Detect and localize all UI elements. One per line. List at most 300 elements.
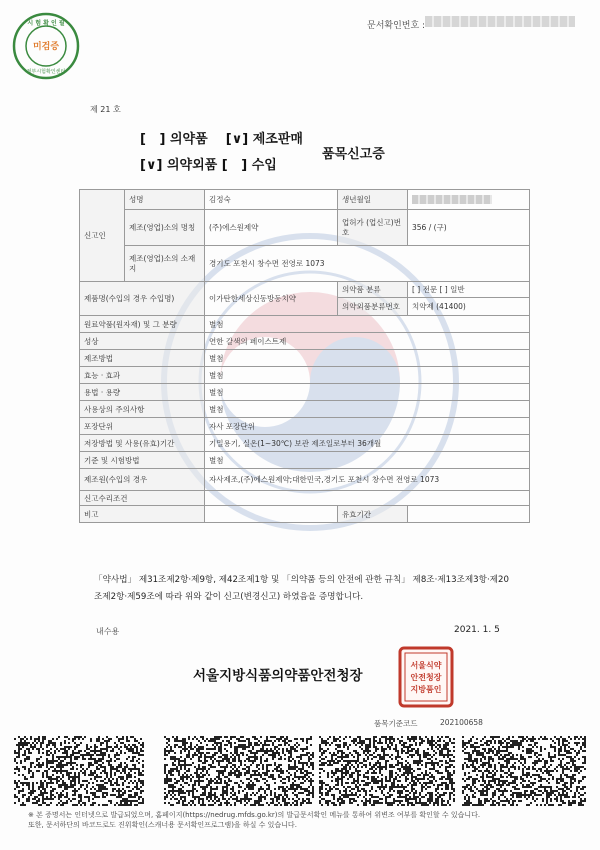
barcode-module <box>325 794 327 796</box>
barcode-module <box>136 784 138 786</box>
barcode-module <box>349 766 351 768</box>
barcode-module <box>242 754 244 756</box>
barcode-module <box>164 782 166 784</box>
barcode-module <box>52 794 54 796</box>
barcode-module <box>552 790 554 792</box>
barcode-module <box>184 782 186 784</box>
barcode-module <box>252 792 254 794</box>
barcode-module <box>480 760 482 762</box>
barcode-module <box>409 766 411 768</box>
barcode-module <box>272 758 274 760</box>
method-value: 별첨 <box>205 350 530 367</box>
barcode-module <box>447 800 449 802</box>
method-label: 제조방법 <box>80 350 205 367</box>
barcode-module <box>421 796 423 798</box>
barcode-module <box>260 758 262 760</box>
barcode-module <box>433 768 435 770</box>
barcode-module <box>500 742 502 744</box>
barcode-module <box>110 772 112 774</box>
barcode-module <box>488 758 490 760</box>
barcode-module <box>540 746 542 748</box>
barcode-module <box>200 760 202 762</box>
barcode-module <box>226 754 228 756</box>
barcode-module <box>488 748 490 750</box>
barcode-module <box>367 776 369 778</box>
barcode-module <box>375 736 377 738</box>
barcode-module <box>490 798 492 800</box>
barcode-module <box>194 798 196 800</box>
barcode-module <box>526 750 528 752</box>
barcode-module <box>184 800 186 802</box>
barcode-module <box>435 798 437 800</box>
barcode-module <box>482 766 484 768</box>
barcode-module <box>554 742 556 744</box>
barcode-module <box>536 798 538 800</box>
barcode-module <box>164 788 166 790</box>
barcode-module <box>220 780 222 782</box>
barcode-module <box>96 774 98 776</box>
barcode-module <box>94 802 96 804</box>
barcode-module <box>337 762 339 764</box>
barcode-module <box>397 784 399 786</box>
barcode-module <box>478 790 480 792</box>
barcode-module <box>512 766 514 768</box>
barcode-module <box>411 748 413 750</box>
barcode-module <box>48 768 50 770</box>
barcode-module <box>100 786 102 788</box>
barcode-module <box>94 776 96 778</box>
product-value: 이가탄한세상신동방동치약 <box>205 282 338 316</box>
barcode-module <box>262 778 264 780</box>
product-code-label: 품목기준코드 <box>374 719 418 728</box>
barcode-module <box>16 744 18 746</box>
barcode-module <box>427 774 429 776</box>
barcode-module <box>385 748 387 750</box>
barcode-module <box>294 794 296 796</box>
barcode-module <box>560 762 562 764</box>
barcode-module <box>323 782 325 784</box>
barcode-module <box>282 782 284 784</box>
barcode-module <box>508 758 510 760</box>
barcode-module <box>300 748 302 750</box>
barcode-module <box>172 796 174 798</box>
barcode-module <box>532 766 534 768</box>
barcode-module <box>580 788 582 790</box>
barcode-module <box>341 794 343 796</box>
barcode-module <box>319 776 321 778</box>
barcode-module <box>343 766 345 768</box>
barcode-module <box>445 768 447 770</box>
barcode-module <box>568 752 570 754</box>
barcode-module <box>84 796 86 798</box>
barcode-module <box>347 754 349 756</box>
barcode-module <box>190 758 192 760</box>
barcode-module <box>198 782 200 784</box>
barcode-module <box>18 750 20 752</box>
barcode-module <box>397 760 399 762</box>
barcode-module <box>564 774 566 776</box>
barcode-module <box>554 750 556 752</box>
barcode-module <box>550 798 552 800</box>
barcode-module <box>120 796 122 798</box>
barcode-module <box>204 756 206 758</box>
barcode-module <box>437 800 439 802</box>
barcode-module <box>280 780 282 782</box>
barcode-module <box>574 778 576 780</box>
barcode-module <box>102 780 104 782</box>
barcode-module <box>466 752 468 754</box>
barcode-module <box>184 750 186 752</box>
barcode-module <box>16 796 18 798</box>
barcode-module <box>453 788 455 790</box>
barcode-module <box>96 754 98 756</box>
barcode-module <box>98 796 100 798</box>
barcode-module <box>353 742 355 744</box>
barcode-module <box>72 740 74 742</box>
barcode-module <box>578 804 580 806</box>
barcode-module <box>542 792 544 794</box>
barcode-module <box>92 798 94 800</box>
barcode-module <box>453 772 455 774</box>
barcode-module <box>186 804 188 806</box>
barcode-module <box>407 798 409 800</box>
barcode-module <box>168 772 170 774</box>
barcode-module <box>540 770 542 772</box>
barcode-module <box>417 796 419 798</box>
barcode-module <box>584 758 586 760</box>
barcode-module <box>202 768 204 770</box>
barcode-module <box>246 738 248 740</box>
barcode-module <box>564 794 566 796</box>
barcode-module <box>411 804 413 806</box>
barcode-module <box>494 778 496 780</box>
barcode-module <box>32 774 34 776</box>
barcode-module <box>228 798 230 800</box>
barcode-module <box>108 762 110 764</box>
barcode-module <box>294 764 296 766</box>
barcode-module <box>433 804 435 806</box>
barcode-module <box>349 768 351 770</box>
barcode-module <box>494 800 496 802</box>
barcode-module <box>284 792 286 794</box>
barcode-module <box>254 758 256 760</box>
barcode-module <box>329 790 331 792</box>
barcode-module <box>168 790 170 792</box>
barcode-module <box>369 782 371 784</box>
barcode-module <box>502 746 504 748</box>
barcode-module <box>415 792 417 794</box>
barcode-module <box>258 750 260 752</box>
barcode-module <box>302 772 304 774</box>
barcode-module <box>351 772 353 774</box>
barcode-module <box>385 796 387 798</box>
barcode-module <box>262 796 264 798</box>
barcode-module <box>192 800 194 802</box>
barcode-module <box>24 752 26 754</box>
barcode-module <box>407 784 409 786</box>
barcode-module <box>188 770 190 772</box>
barcode-module <box>98 804 100 806</box>
barcode-module <box>214 758 216 760</box>
barcode-module <box>258 768 260 770</box>
barcode-module <box>546 786 548 788</box>
barcode-module <box>190 748 192 750</box>
barcode-module <box>389 756 391 758</box>
barcode-module <box>212 756 214 758</box>
barcode-module <box>409 792 411 794</box>
barcode-module <box>108 780 110 782</box>
barcode-module <box>385 768 387 770</box>
barcode-module <box>116 802 118 804</box>
barcode-module <box>433 766 435 768</box>
barcode-module <box>272 736 274 738</box>
barcode-module <box>290 784 292 786</box>
barcode-module <box>210 788 212 790</box>
barcode-module <box>36 764 38 766</box>
barcode-module <box>476 758 478 760</box>
barcode-module <box>466 766 468 768</box>
barcode-module <box>373 752 375 754</box>
barcode-module <box>182 804 184 806</box>
barcode-module <box>124 772 126 774</box>
barcode-module <box>562 742 564 744</box>
barcode-module <box>184 748 186 750</box>
barcode-module <box>494 754 496 756</box>
barcode-module <box>470 746 472 748</box>
barcode-module <box>106 750 108 752</box>
barcode-module <box>576 788 578 790</box>
barcode-module <box>494 774 496 776</box>
barcode-module <box>208 780 210 782</box>
barcode-module <box>397 754 399 756</box>
barcode-module <box>92 754 94 756</box>
barcode-module <box>268 804 270 806</box>
barcode-module <box>260 750 262 752</box>
barcode-module <box>218 750 220 752</box>
barcode-module <box>202 788 204 790</box>
barcode-module <box>437 788 439 790</box>
barcode-module <box>363 804 365 806</box>
barcode-module <box>52 778 54 780</box>
barcode-module <box>385 738 387 740</box>
barcode-module <box>325 756 327 758</box>
barcode-module <box>480 784 482 786</box>
barcode-module <box>381 784 383 786</box>
barcode-module <box>260 756 262 758</box>
barcode-module <box>40 780 42 782</box>
barcode-module <box>192 790 194 792</box>
barcode-module <box>437 764 439 766</box>
barcode-module <box>562 772 564 774</box>
title-main: 품목신고증 <box>322 147 385 162</box>
barcode-module <box>170 758 172 760</box>
barcode-module <box>216 776 218 778</box>
barcode-module <box>106 744 108 746</box>
barcode-module <box>496 784 498 786</box>
barcode-module <box>319 780 321 782</box>
barcode-module <box>198 778 200 780</box>
barcode-module <box>72 768 74 770</box>
barcode-module <box>470 740 472 742</box>
barcode-module <box>176 768 178 770</box>
barcode-module <box>288 760 290 762</box>
barcode-module <box>544 786 546 788</box>
barcode-module <box>464 804 466 806</box>
barcode-module <box>447 802 449 804</box>
barcode-module <box>327 804 329 806</box>
barcode-module <box>206 752 208 754</box>
barcode-module <box>54 746 56 748</box>
barcode-module <box>403 772 405 774</box>
barcode-module <box>102 756 104 758</box>
barcode-module <box>130 794 132 796</box>
barcode-module <box>110 794 112 796</box>
barcode-module <box>337 768 339 770</box>
barcode-module <box>550 794 552 796</box>
barcode-module <box>500 754 502 756</box>
barcode-module <box>26 748 28 750</box>
barcode-module <box>198 802 200 804</box>
barcode-module <box>423 786 425 788</box>
barcode-module <box>486 798 488 800</box>
barcode-module <box>204 754 206 756</box>
barcode-module <box>425 754 427 756</box>
barcode-module <box>409 764 411 766</box>
barcode-module <box>385 764 387 766</box>
barcode-module <box>472 762 474 764</box>
barcode-module <box>58 764 60 766</box>
barcode-module <box>182 790 184 792</box>
barcode-module <box>353 740 355 742</box>
barcode-module <box>570 802 572 804</box>
barcode-module <box>395 748 397 750</box>
barcode-module <box>339 746 341 748</box>
barcode-module <box>92 782 94 784</box>
barcode-module <box>132 736 134 738</box>
barcode-module <box>470 760 472 762</box>
barcode-module <box>484 762 486 764</box>
barcode-module <box>325 784 327 786</box>
barcode-module <box>476 754 478 756</box>
barcode-module <box>262 744 264 746</box>
barcode-module <box>222 760 224 762</box>
barcode-module <box>54 744 56 746</box>
barcode-module <box>196 738 198 740</box>
barcode-module <box>188 784 190 786</box>
barcode-module <box>371 768 373 770</box>
barcode-module <box>122 742 124 744</box>
barcode-module <box>260 774 262 776</box>
barcode-module <box>540 748 542 750</box>
barcode-module <box>397 750 399 752</box>
barcode-module <box>222 796 224 798</box>
barcode-module <box>24 736 26 738</box>
barcode-module <box>178 760 180 762</box>
barcode-module <box>180 764 182 766</box>
barcode-module <box>116 766 118 768</box>
barcode-module <box>335 744 337 746</box>
barcode-module <box>238 774 240 776</box>
barcode-module <box>399 740 401 742</box>
barcode-module <box>399 768 401 770</box>
barcode-module <box>498 748 500 750</box>
barcode-module <box>562 792 564 794</box>
barcode-module <box>54 796 56 798</box>
barcode-module <box>347 762 349 764</box>
barcode-module <box>292 758 294 760</box>
barcode-module <box>94 772 96 774</box>
barcode-module <box>284 800 286 802</box>
barcode-module <box>464 788 466 790</box>
barcode-module <box>208 792 210 794</box>
barcode-module <box>323 740 325 742</box>
barcode-module <box>60 772 62 774</box>
barcode-module <box>572 802 574 804</box>
barcode-module <box>345 754 347 756</box>
barcode-module <box>435 800 437 802</box>
barcode-module <box>298 776 300 778</box>
barcode-module <box>212 760 214 762</box>
barcode-module <box>222 758 224 760</box>
property-value: 연한 갈색의 페이스트제 <box>205 333 530 350</box>
barcode-module <box>373 746 375 748</box>
barcode-module <box>321 740 323 742</box>
barcode-module <box>80 786 82 788</box>
barcode-module <box>294 744 296 746</box>
barcode-module <box>56 748 58 750</box>
barcode-module <box>419 800 421 802</box>
barcode-module <box>544 748 546 750</box>
barcode-module <box>76 768 78 770</box>
barcode-module <box>451 774 453 776</box>
barcode-module <box>395 744 397 746</box>
barcode-module <box>520 758 522 760</box>
barcode-module <box>226 784 228 786</box>
barcode-module <box>401 736 403 738</box>
barcode-module <box>383 736 385 738</box>
barcode-module <box>242 768 244 770</box>
barcode-module <box>116 778 118 780</box>
barcode-module <box>321 758 323 760</box>
barcode-module <box>44 788 46 790</box>
barcode-module <box>110 764 112 766</box>
barcode-module <box>506 784 508 786</box>
barcode-module <box>337 778 339 780</box>
barcode-module <box>484 764 486 766</box>
barcode-module <box>208 800 210 802</box>
barcode-module <box>526 740 528 742</box>
barcode-module <box>472 790 474 792</box>
barcode-module <box>532 790 534 792</box>
barcode-module <box>341 750 343 752</box>
barcode-module <box>56 792 58 794</box>
barcode-module <box>387 738 389 740</box>
barcode-module <box>200 786 202 788</box>
barcode-module <box>466 800 468 802</box>
barcode-module <box>102 742 104 744</box>
barcode-module <box>182 786 184 788</box>
barcode-module <box>421 742 423 744</box>
barcode-module <box>474 742 476 744</box>
barcode-module <box>429 800 431 802</box>
barcode-module <box>254 800 256 802</box>
barcode-module <box>260 736 262 738</box>
barcode-module <box>126 774 128 776</box>
barcode-module <box>474 746 476 748</box>
barcode-module <box>256 792 258 794</box>
barcode-module <box>216 760 218 762</box>
barcode-module <box>319 796 321 798</box>
